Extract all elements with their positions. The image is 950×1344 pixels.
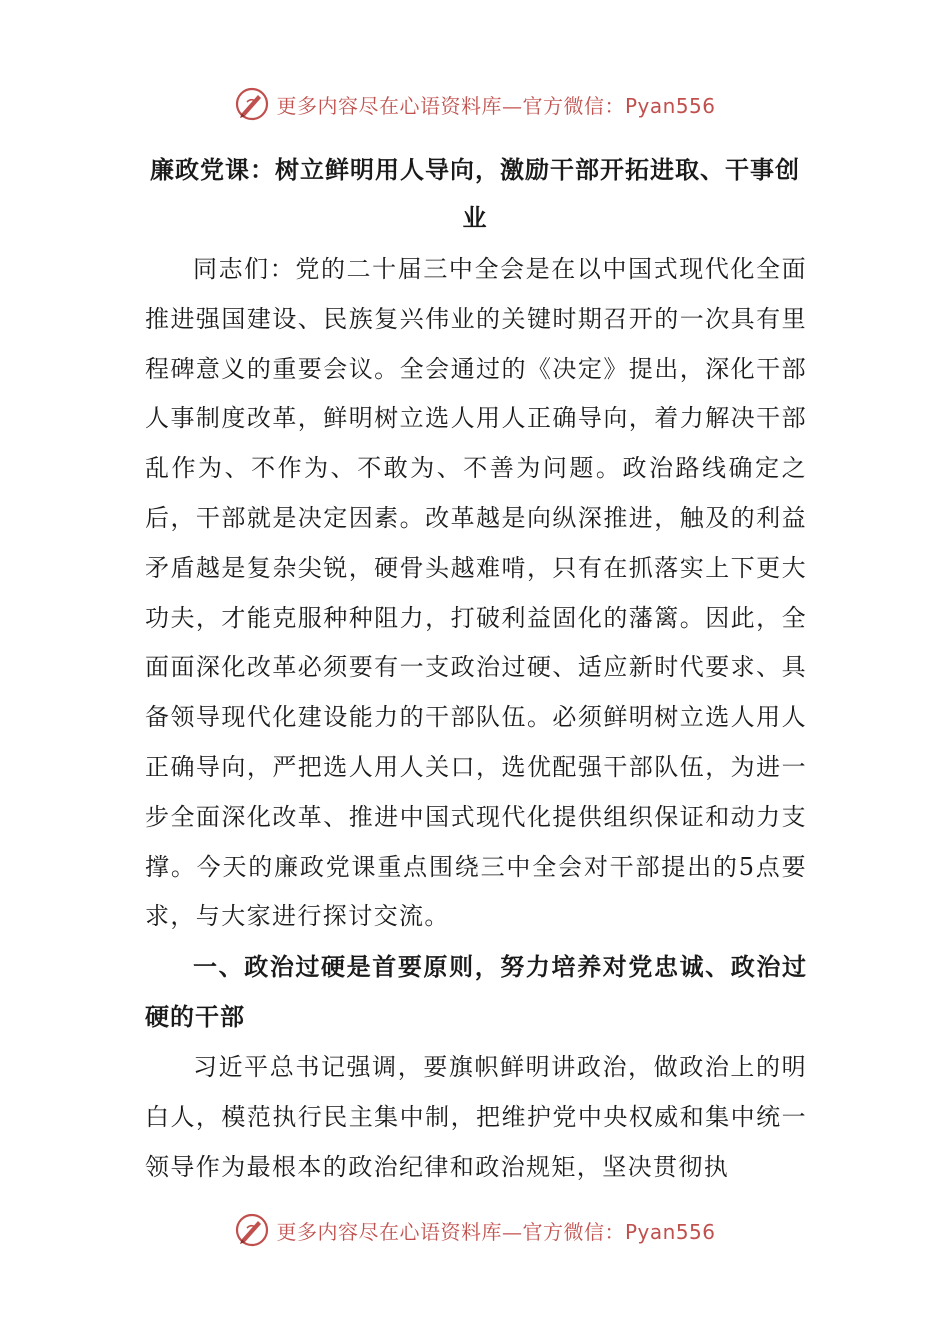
watermark-text: 更多内容尽在心语资料库—官方微信：Pyan556	[276, 93, 716, 118]
wechat-id: Pyan556	[624, 93, 716, 118]
pen-logo-icon	[234, 86, 270, 122]
intro-paragraph: 同志们：党的二十届三中全会是在以中国式现代化全面推进强国建设、民族复兴伟业的关键时期召开的一次具有里程碑意义的重要会议。全会通过的《决定》提出，深化干部人事制度改革，鲜明树立选人用人正确导向，着力解决干部乱作为、不作为、不敢为、不善为问题。政治路线确定之后，干部就是决定因素。改革越是向纵深推进，触及的利益矛盾越是复杂尖锐，硬骨头越难啃，只有在抓落实上下更大功夫，才能克服种种阻力，打破利益固化的藩篱。因此，全面面深化改革必须要有一支政治过硬、适应新时代要求、具备领导现代化建设能力的干部队伍。必须鲜明树立选人用人正确导向，严把选人用人关口，选优配强干部队伍，为进一步全面深化改革、推进中国式现代化提供组织保证和动力支撑。今天的廉政党课重点围绕三中全会对干部提出的5点要求，与大家进行探讨交流。	[145, 255, 807, 931]
section-1-paragraph: 习近平总书记强调，要旗帜鲜明讲政治，做政治上的明白人，模范执行民主集中制，把维护党中央权威和集中统一领导作为最根本的政治纪律和政治规矩，坚决贯彻执	[145, 1053, 807, 1181]
document-title: 廉政党课：树立鲜明用人导向，激励干部开拓进取、干事创业	[150, 156, 800, 232]
watermark-banner-bottom	[0, 1208, 950, 1252]
watermark-text: 更多内容尽在心语资料库—官方微信：Pyan556	[276, 1219, 716, 1244]
pen-logo-icon	[234, 1212, 270, 1248]
section-1-heading: 一、政治过硬是首要原则，努力培养对党忠诚、政治过硬的干部	[145, 953, 807, 1031]
watermark-banner-top	[0, 82, 950, 126]
wechat-id: Pyan556	[624, 1219, 716, 1244]
